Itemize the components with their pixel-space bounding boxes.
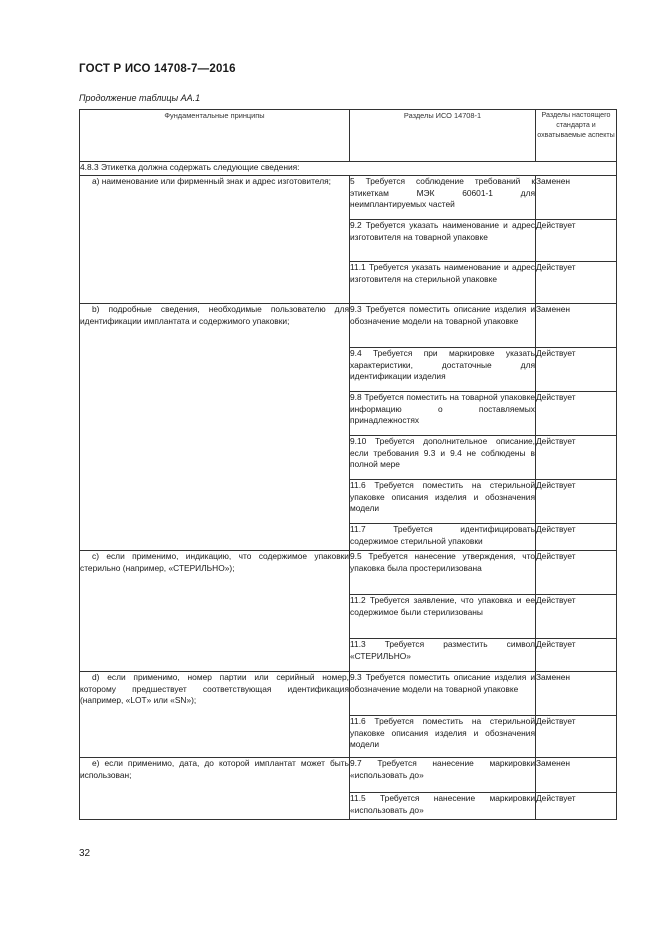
table-row [80,304,617,348]
column-header-standard-sections: Разделы настоящего стандарта и охватываемые аспекты [536,110,617,162]
intro-text: 4.8.3 Этикетка должна содержать следующие сведения: [80,162,617,176]
principle-cell [80,672,350,758]
iso-section-cell: 11.6 Требуется поместить на стерильной упаковке описания изделия и обозначения модели [350,716,536,758]
page-number: 32 [79,848,91,859]
table-row [80,176,617,220]
iso-section-cell: 9.5 Требуется нанесение утверждения, что упаковка была простерилизована [350,551,536,595]
status-cell: Заменен [536,176,617,220]
status-cell: Действует [536,793,617,820]
principle-cell [80,304,350,551]
status-cell: Действует [536,551,617,595]
principle-text: а) наименование или фирменный знак и адрес изготовителя; [92,176,331,186]
iso-section-cell: 11.2 Требуется заявление, что упаковка и ее содержимое были стерилизованы [350,595,536,639]
iso-section-cell: 5 Требуется соблюдение требований к этикеткам МЭК 60601-1 для неимплантируемых частей [350,176,536,220]
table-row [80,758,617,793]
status-cell: Заменен [536,304,617,348]
iso-section-cell: 9.3 Требуется поместить описание изделия и обозначение модели на товарной упаковке [350,304,536,348]
status-cell: Действует [536,639,617,672]
principle-text: d) если применимо, номер партии или серийный номер, которому предшествует соответствующая идентификация (например, «LOT» или «SN»); [80,672,349,705]
standards-comparison-table [79,109,617,820]
iso-section-cell: 11.1 Требуется указать наименование и адрес изготовителя на стерильной упаковке [350,262,536,304]
principle-cell [80,758,350,820]
table-row [80,551,617,595]
status-cell: Действует [536,436,617,480]
column-header-principles: Фундаментальные принципы [80,110,350,162]
iso-section-cell: 9.4 Требуется при маркировке указать характеристики, достаточные для идентификации изделия [350,348,536,392]
status-cell: Действует [536,595,617,639]
status-cell: Заменен [536,672,617,716]
iso-section-cell: 9.3 Требуется поместить описание изделия и обозначение модели на товарной упаковке [350,672,536,716]
status-cell: Действует [536,220,617,262]
status-cell: Действует [536,524,617,551]
status-cell: Действует [536,348,617,392]
iso-section-cell: 9.10 Требуется дополнительное описание, если требования 9.3 и 9.4 не соблюдены в полной мере [350,436,536,480]
table-intro-row [80,162,617,176]
principle-cell [80,551,350,672]
status-cell: Действует [536,392,617,436]
iso-section-cell: 11.3 Требуется разместить символ «СТЕРИЛЬНО» [350,639,536,672]
iso-section-cell: 11.6 Требуется поместить на стерильной упаковке описания изделия и обозначения модели [350,480,536,524]
table-caption: Продолжение таблицы АА.1 [79,93,201,103]
iso-section-cell: 9.2 Требуется указать наименование и адрес изготовителя на товарной упаковке [350,220,536,262]
column-header-iso-sections: Разделы ИСО 14708-1 [350,110,536,162]
document-title: ГОСТ Р ИСО 14708-7—2016 [79,63,236,75]
status-cell: Заменен [536,758,617,793]
iso-section-cell: 11.5 Требуется нанесение маркировки «использовать до» [350,793,536,820]
table-row [80,672,617,716]
status-cell: Действует [536,716,617,758]
principle-text: b) подробные сведения, необходимые пользователю для идентификации имплантата и содержимого упаковки; [80,304,349,326]
principle-text: с) если применимо, индикацию, что содержимое упаковки стерильно (например, «СТЕРИЛЬНО»); [80,551,349,573]
iso-section-cell: 9.7 Требуется нанесение маркировки «использовать до» [350,758,536,793]
principle-cell [80,176,350,304]
principle-text: е) если применимо, дата, до которой имплантат может быть использован; [80,758,349,780]
table-header-row [80,110,617,162]
table-body [80,162,617,820]
status-cell: Действует [536,262,617,304]
iso-section-cell: 11.7 Требуется идентифицировать содержимое стерильной упаковки [350,524,536,551]
iso-section-cell: 9.8 Требуется поместить на товарной упаковке информацию о поставляемых принадлежностях [350,392,536,436]
status-cell: Действует [536,480,617,524]
